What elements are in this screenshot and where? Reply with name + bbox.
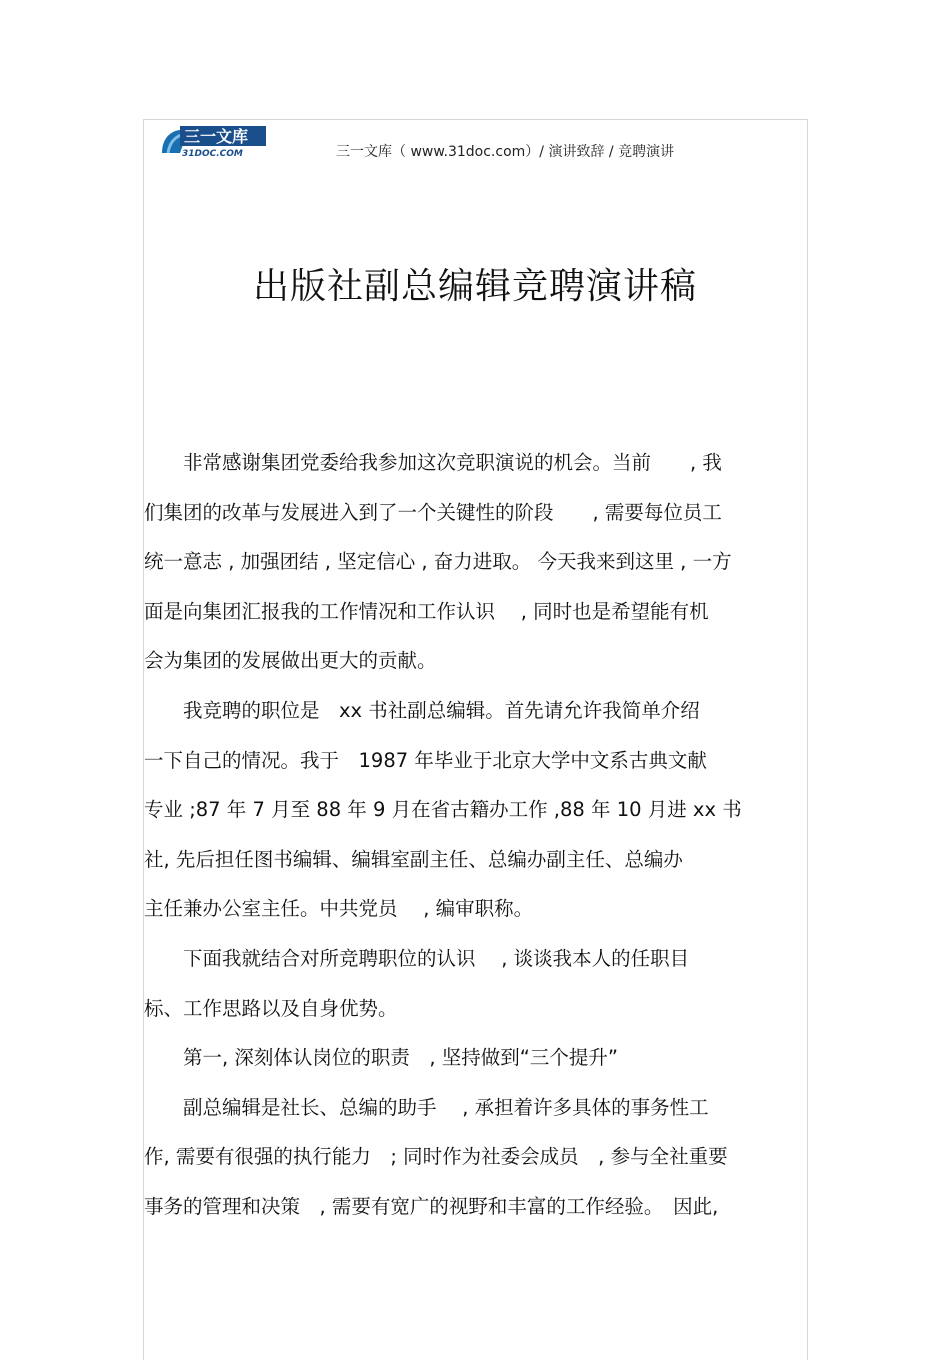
- logo-text: 三一文库: [184, 127, 249, 146]
- text-line: 专业 ;87 年 7 月至 88 年 9 月在省古籍办工作 ,88 年 10 月进 xx 书: [144, 798, 742, 822]
- text-line: 下面我就结合对所竞聘职位的认识 , 谈谈我本人的任职目: [144, 947, 690, 970]
- text-line: 副总编辑是社长、总编的助手 , 承担着许多具体的事务性工: [144, 1095, 709, 1119]
- text-line: 面是向集团汇报我的工作情况和工作认识 , 同时也是希望能有机: [144, 599, 709, 623]
- text-line: 一下自己的情况。我于 1987 年毕业于北京大学中文系古典文献: [144, 748, 707, 772]
- site-logo: [158, 123, 268, 159]
- breadcrumb: 三一文库（ www.31doc.com）/ 演讲致辞 / 竞聘演讲: [336, 144, 675, 160]
- text-line: 会为集团的发展做出更大的贡献。: [144, 649, 437, 673]
- text-line: 非常感谢集团党委给我参加这次竞职演说的机会。当前 , 我: [144, 451, 722, 474]
- text-line: 事务的管理和决策 , 需要有宽广的视野和丰富的工作经验。 因此,: [144, 1195, 719, 1218]
- text-line: 统一意志 , 加强团结 , 坚定信心 , 奋力进取。 今天我来到这里 , 一方: [144, 550, 732, 574]
- text-line: 我竞聘的职位是 xx 书社副总编辑。首先请允许我简单介绍: [144, 699, 700, 722]
- text-line: 标、工作思路以及自身优势。: [144, 996, 398, 1020]
- text-line: 们集团的改革与发展进入到了一个关键性的阶段 , 需要每位员工: [144, 500, 722, 524]
- document-title: 出版社副总编辑竞聘演讲稿: [252, 266, 697, 307]
- text-line: 主任兼办公室主任。中共党员 , 编审职称。: [144, 897, 534, 921]
- logo-subtext: 31DOC.COM: [182, 149, 243, 159]
- text-line: 社, 先后担任图书编辑、编辑室副主任、总编办副主任、总编办: [144, 847, 683, 871]
- text-line: 作, 需要有很强的执行能力 ; 同时作为社委会成员 , 参与全社重要: [144, 1145, 728, 1169]
- text-line: 第一, 深刻体认岗位的职责 , 坚持做到“三个提升”: [144, 1046, 618, 1070]
